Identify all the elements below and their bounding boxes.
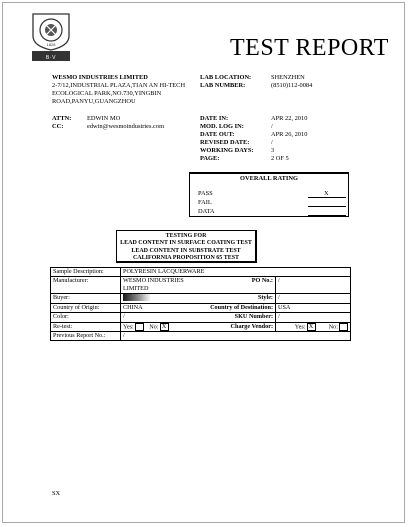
date-out-label: DATE OUT:	[200, 131, 235, 138]
fail-line	[308, 206, 346, 207]
lab-location-value: SHENZHEN	[271, 74, 305, 81]
previous-report-value: /	[123, 332, 125, 340]
data-line	[308, 215, 346, 216]
footer-initials: SX	[52, 490, 61, 497]
charge-no	[318, 322, 351, 332]
buyer-redacted	[123, 294, 151, 301]
data-label: DATA	[198, 208, 215, 215]
charge-no-label: No:	[328, 323, 338, 331]
bureau-veritas-logo	[30, 12, 72, 62]
manufacturer-line-1: WESMO INDUSTRIES	[123, 277, 184, 285]
charge-yes-label: Yes:	[294, 323, 306, 331]
lab-number-value: (8510)112-0084	[271, 82, 313, 89]
pass-line	[308, 197, 346, 198]
retest-yes-label: Yes:	[123, 323, 134, 331]
manufacturer-label: Manufacturer:	[51, 277, 121, 294]
style-value: /	[276, 294, 351, 303]
retest-spacer	[171, 322, 191, 332]
po-label: PO No.:	[221, 277, 276, 294]
pass-label: PASS	[198, 190, 213, 197]
po-value: /	[276, 277, 351, 294]
retest-no-label: No:	[149, 323, 159, 331]
svg-text:B·V: B·V	[45, 55, 57, 61]
destination-value: USA	[276, 303, 351, 312]
test-surface-coating: LEAD CONTENT IN SURFACE COATING TEST	[120, 240, 252, 247]
manufacturer-value	[121, 277, 221, 294]
company-address-line-3: ROAD,PANYU,GUANGZHOU	[52, 98, 136, 105]
sample-description-label: Sample Description:	[51, 268, 121, 277]
pass-mark: X	[324, 190, 329, 197]
overall-rating-box	[189, 172, 349, 217]
previous-report-label: Previous Report No.:	[51, 332, 121, 341]
company-address-line-2: ECOLOGICAL PARK,NO.730,YINGBIN	[52, 90, 162, 97]
test-prop-65: CALIFORNIA PROPOSITION 65 TEST	[132, 255, 240, 262]
origin-label: Country of Origin:	[51, 303, 121, 312]
date-in-label: DATE IN:	[200, 115, 229, 122]
test-substrate: LEAD CONTENT IN SUBSTRATE TEST	[131, 247, 241, 254]
destination-label: Country of Destination:	[191, 303, 276, 312]
charge-vendor-label: Charge Vendor:	[191, 322, 276, 332]
buyer-value	[121, 294, 221, 303]
buyer-label: Buyer:	[51, 294, 121, 303]
retest-no	[146, 322, 171, 332]
page-label: PAGE:	[200, 155, 220, 162]
date-out-value: APR 26, 2010	[271, 131, 308, 138]
overall-rating-title: OVERALL RATING	[240, 175, 298, 182]
retest-yes	[121, 322, 146, 332]
company-address-line-1: 2-7/12,INDUSTRIAL PLAZA,TIAN AN HI-TECH	[52, 82, 186, 89]
retest-label: Re-test:	[51, 322, 121, 332]
revised-date-label: REVISED DATE:	[200, 139, 250, 146]
mod-log-in-value: /	[271, 123, 273, 130]
cc-label: CC:	[52, 123, 64, 130]
manufacturer-line-2: LIMITED	[123, 284, 149, 292]
report-title: TEST REPORT	[230, 35, 389, 61]
svg-text:1828: 1828	[46, 42, 56, 47]
attn-value: EDWIN MO	[87, 115, 121, 122]
charge-yes	[276, 322, 318, 332]
attn-label: ATTN:	[52, 115, 72, 122]
fail-label: FAIL	[198, 199, 212, 206]
sample-description-value: POLYRESIN LACQUERWARE	[121, 268, 351, 277]
sample-info-table	[50, 267, 351, 341]
cc-value: edwin@wesmoindustries.com	[87, 123, 165, 130]
origin-value: CHINA	[121, 303, 191, 312]
mod-log-in-label: MOD. LOG IN:	[200, 123, 244, 130]
color-label: Color:	[51, 313, 121, 322]
company-name: WESMO INDUSTRIES LIMITED	[52, 74, 148, 81]
lab-location-label: LAB LOCATION:	[200, 74, 252, 81]
working-days-label: WORKING DAYS:	[200, 147, 254, 154]
style-label: Style:	[221, 294, 276, 303]
retest-no-checkbox[interactable]: X	[160, 323, 169, 332]
revised-date-value: /	[271, 139, 273, 146]
color-value: /	[121, 313, 221, 322]
sku-value: /	[276, 313, 351, 322]
testing-for-box	[116, 230, 257, 263]
retest-yes-checkbox[interactable]	[135, 323, 144, 332]
working-days-value: 3	[271, 147, 275, 154]
charge-yes-checkbox[interactable]: X	[307, 323, 316, 332]
page-value: 2 OF 5	[271, 155, 289, 162]
lab-number-label: LAB NUMBER:	[200, 82, 246, 89]
testing-heading: TESTING FOR	[165, 233, 207, 239]
date-in-value: APR 22, 2010	[271, 115, 308, 122]
sku-label: SKU Number:	[221, 313, 276, 322]
charge-no-checkbox[interactable]	[339, 323, 348, 332]
